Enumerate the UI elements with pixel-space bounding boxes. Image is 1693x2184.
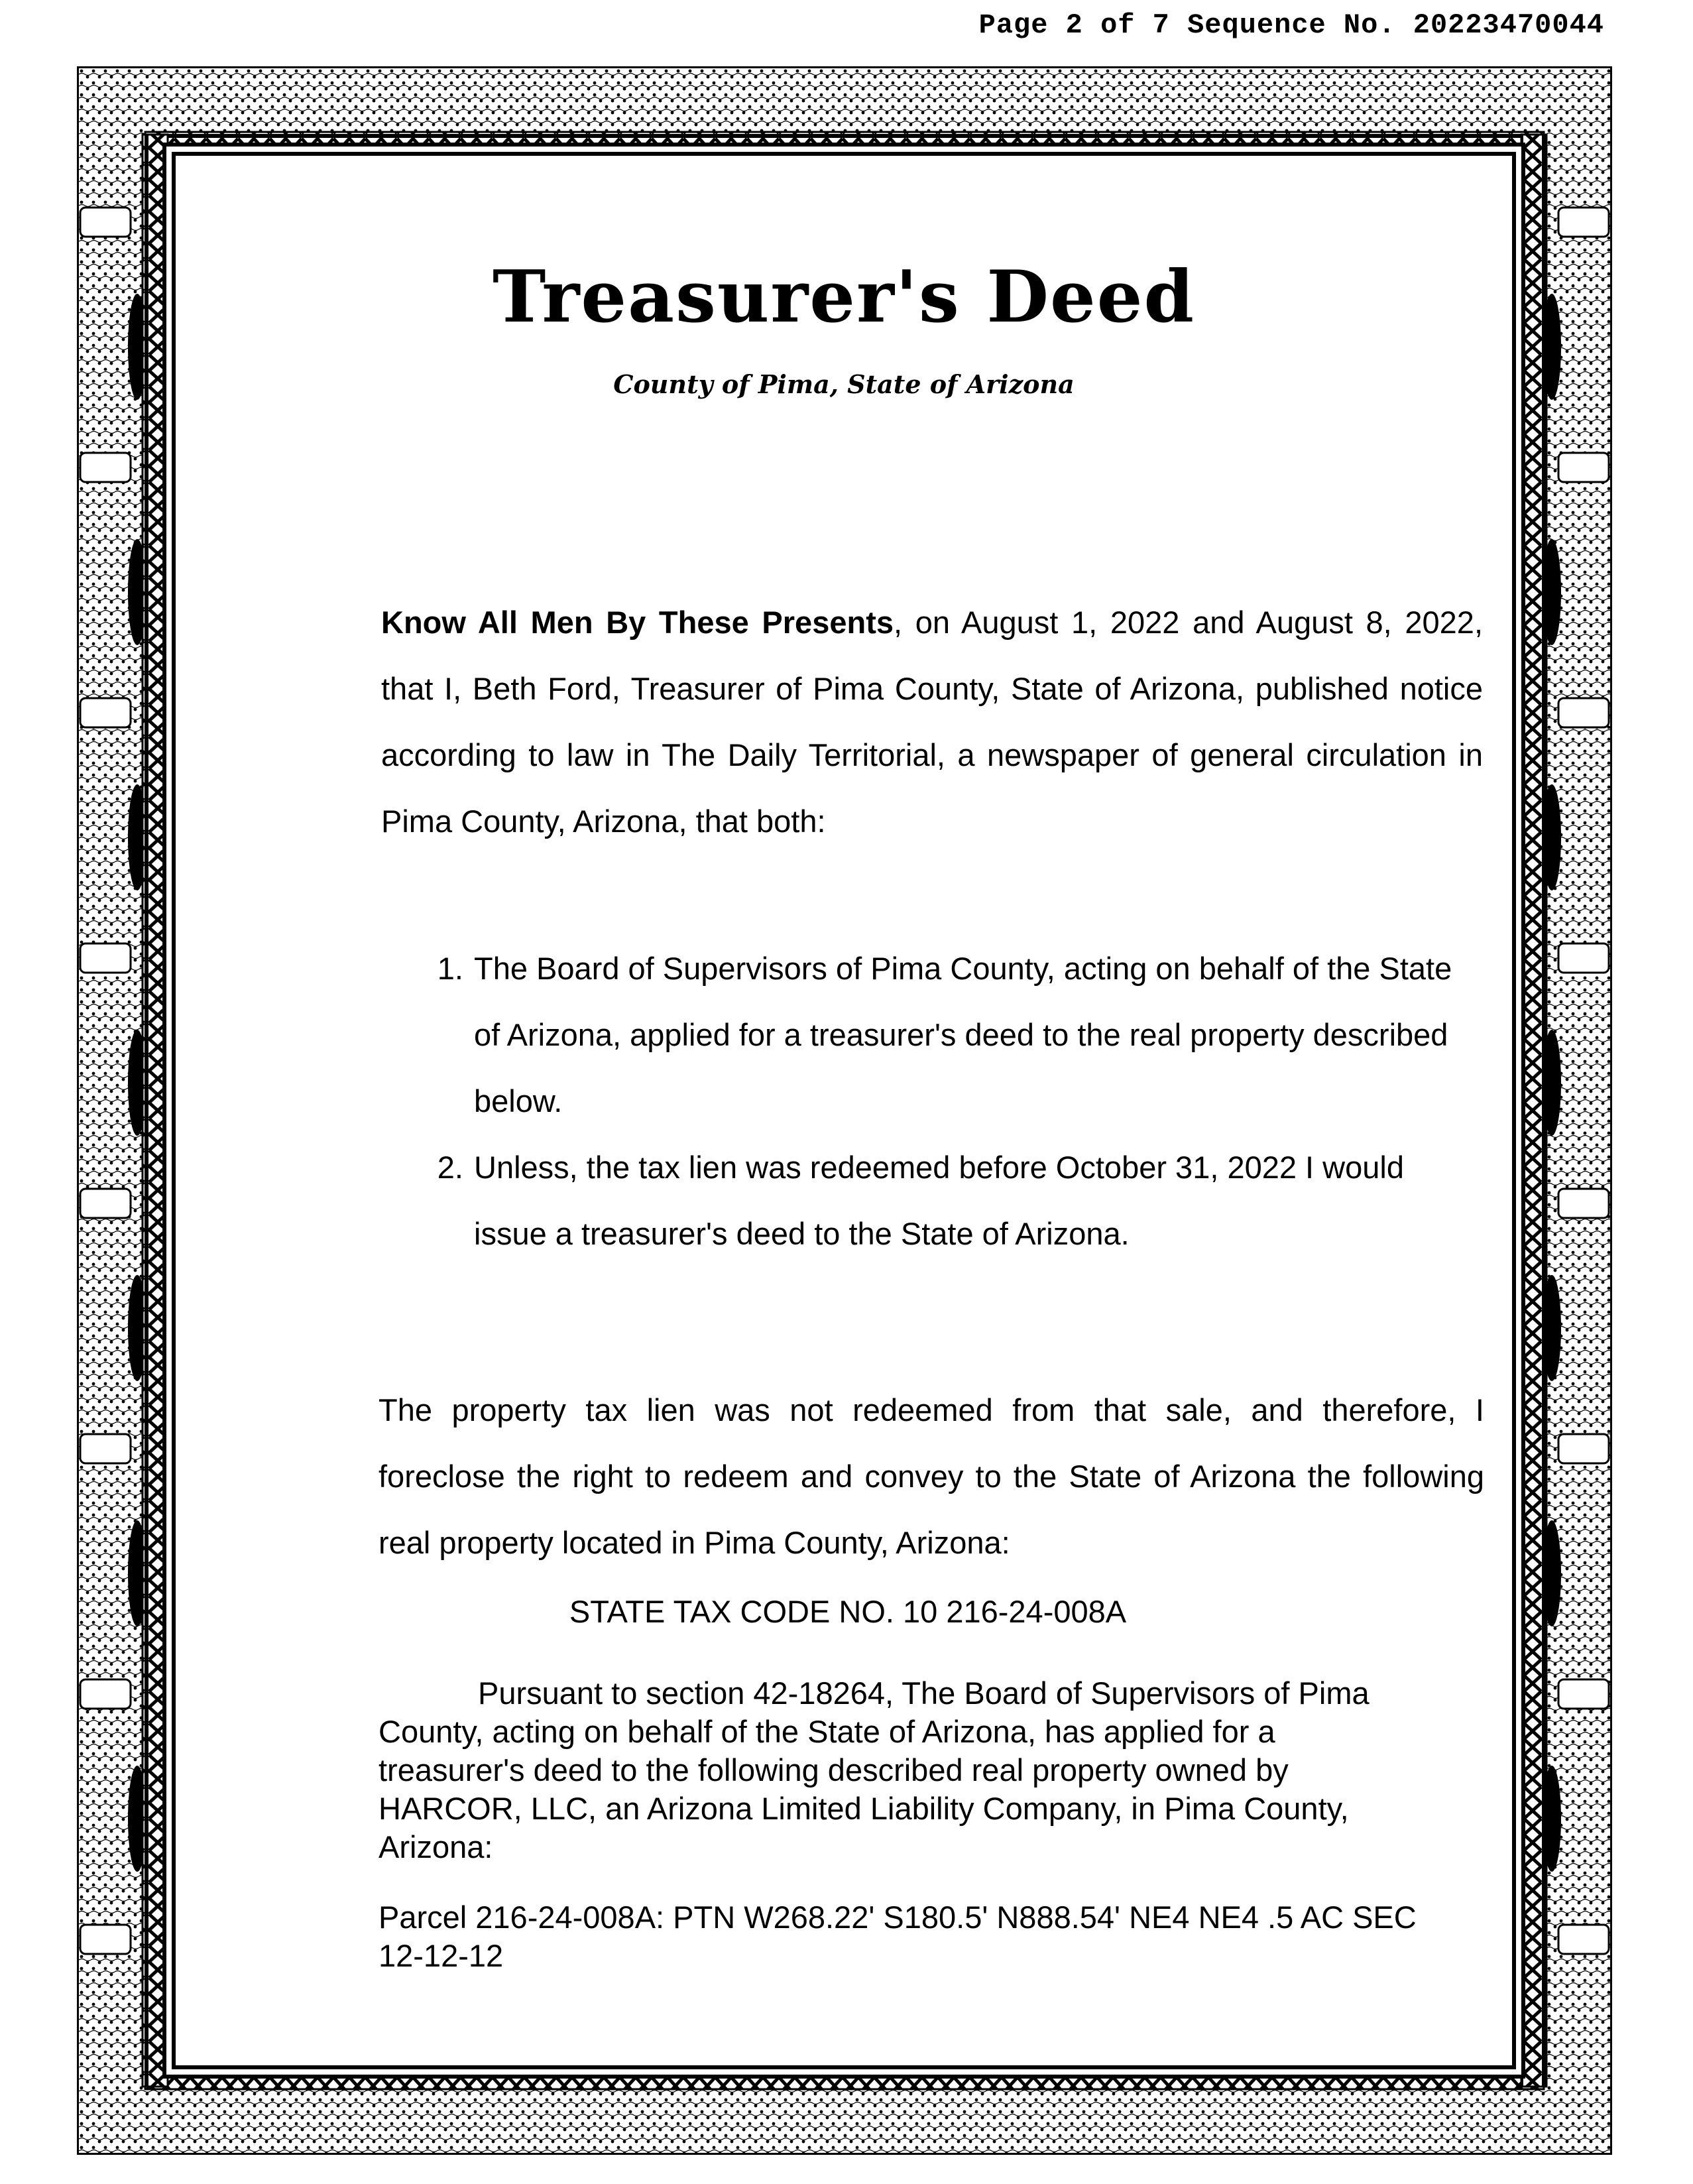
list-item-text: The Board of Supervisors of Pima County, acting on behalf of the State of Arizona, applied for a treasurer's deed to the real property described below.: [474, 951, 1452, 1119]
list-item: [421, 1134, 1483, 1267]
list-item-number: 1.: [437, 951, 463, 986]
deed-body-panel: [172, 152, 1516, 2069]
pursuant-paragraph: Pursuant to section 42-18264, The Board of Supervisors of Pima County, acting on behalf of the State of Arizona, has applied for a treasurer's deed to the following described real property owned by HARCOR, LLC, an Arizona Limited Liability Company, in Pima County, Arizona:: [379, 1675, 1370, 1864]
notice-list: [421, 936, 1483, 1267]
list-item-number: 2.: [437, 1150, 463, 1185]
list-item-text: Unless, the tax lien was redeemed before October 31, 2022 I would issue a treasurer's deed to the State of Arizona.: [474, 1150, 1404, 1251]
foreclosure-paragraph: The property tax lien was not redeemed from that sale, and therefore, I foreclose the right to redeem and convey to the State of Arizona the following real property located in Pima County, Arizona:: [379, 1392, 1484, 1560]
decorative-certificate-border: [77, 66, 1612, 2155]
page-sequence-header: Page 2 of 7 Sequence No. 20223470044: [978, 9, 1604, 41]
intro-paragraph: [381, 589, 1483, 855]
state-tax-code: STATE TAX CODE NO. 10 216-24-008A: [569, 1594, 1127, 1629]
parcel-description: Parcel 216-24-008A: PTN W268.22' S180.5' N888.54' NE4 NE4 .5 AC SEC 12-12-12: [379, 1900, 1417, 1973]
intro-text: , on August 1, 2022 and August 8, 2022, that I, Beth Ford, Treasurer of Pima County, State of Arizona, published notice according to law in The Daily Territorial, a newspaper of general circulation in Pima County, Arizona, that both:: [381, 605, 1484, 839]
intro-lead: Know All Men By These Presents: [381, 605, 894, 640]
deed-title: Treasurer's Deed: [492, 255, 1195, 339]
list-item: [421, 936, 1483, 1134]
deed-subtitle: County of Pima, State of Arizona: [613, 369, 1075, 399]
